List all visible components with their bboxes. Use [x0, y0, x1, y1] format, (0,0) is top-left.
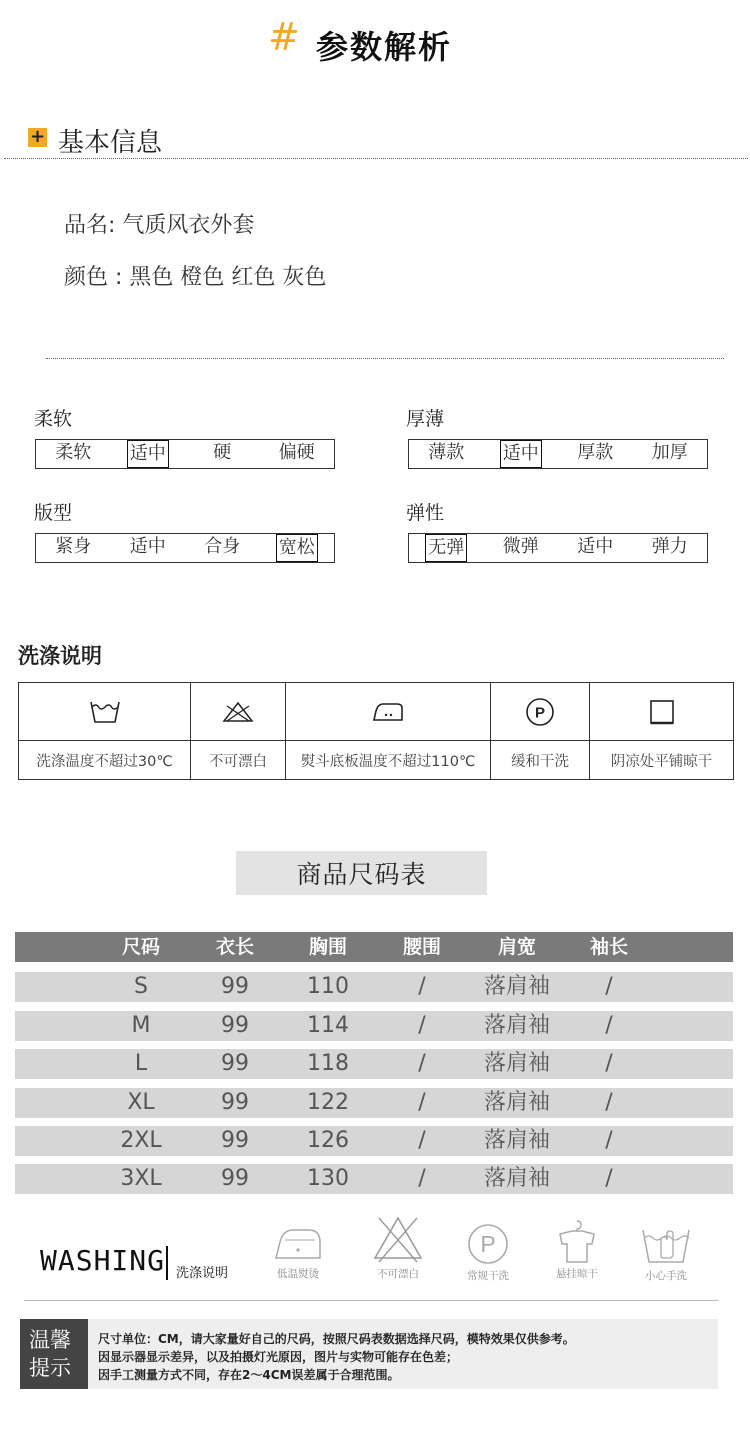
- table-row: [15, 972, 733, 1002]
- table-cell: 122: [307, 1090, 349, 1115]
- divider-dotted: [46, 358, 724, 359]
- wash-text: 熨斗底板温度不超过110℃: [300, 753, 476, 770]
- washing-cn-label: 洗涤说明: [176, 1266, 229, 1281]
- header-cell: 胸围: [308, 936, 347, 958]
- table-cell: 落肩袖: [483, 1013, 550, 1038]
- table-cell: 110: [307, 974, 349, 999]
- header-cell: 尺码: [121, 936, 160, 958]
- scale-option-label: 适中: [577, 536, 614, 557]
- wash-cell: [19, 683, 191, 779]
- wash-cell: [191, 683, 286, 779]
- scale-option-label: 偏硬: [278, 442, 315, 463]
- table-cell: 落肩袖: [483, 1166, 550, 1191]
- wash-table: [18, 682, 734, 780]
- svg-text:P: P: [480, 1231, 496, 1257]
- scale-option: [484, 440, 559, 468]
- no-bleach-icon: [191, 683, 285, 741]
- washing-divider: [166, 1246, 168, 1280]
- divider-dotted: [4, 158, 748, 159]
- table-cell: /: [418, 1166, 426, 1191]
- section-title-wash: 洗涤说明: [18, 644, 102, 668]
- scale-option: [633, 440, 708, 468]
- washing-item-label: 常规干洗: [467, 1270, 509, 1282]
- washing-item: [258, 1222, 338, 1281]
- table-cell: 2XL: [120, 1128, 162, 1153]
- low-temp-iron-icon: [258, 1222, 338, 1264]
- professional-clean-icon: [491, 683, 589, 741]
- scale-option: [484, 534, 559, 562]
- table-cell: 99: [221, 974, 249, 999]
- tips-line: 尺寸单位：CM，请大家量好自己的尺码，按照尺码表数据选择尺码，模特效果仅供参考。: [98, 1332, 575, 1346]
- table-cell: 落肩袖: [483, 1090, 550, 1115]
- table-cell: L: [134, 1051, 148, 1076]
- tips-line: 因手工测量方式不同，存在2～4CM误差属于合理范围。: [98, 1368, 400, 1382]
- scale-option-label: 柔软: [55, 442, 92, 463]
- washing-item-label: 不可漂白: [377, 1268, 419, 1280]
- wash-cell: [286, 683, 491, 779]
- hand-wash-icon: [626, 1220, 706, 1266]
- tips-label-line: 提示: [29, 1356, 71, 1380]
- scale-option-label: 适中: [500, 440, 542, 468]
- tips-label-line: 温馨: [29, 1328, 71, 1352]
- wash-text: 阴凉处平铺晾干: [610, 753, 713, 770]
- tips-line: 因显示器显示差异，以及拍摄灯光原因，图片与实物可能存在色差；: [98, 1350, 459, 1364]
- table-cell: 114: [307, 1013, 349, 1038]
- scale-option: [111, 534, 186, 562]
- header-cell: 衣长: [215, 936, 254, 958]
- table-cell: /: [605, 1128, 613, 1153]
- table-row: [15, 1126, 733, 1156]
- scale-option-label: 硬: [213, 442, 232, 463]
- table-cell: /: [605, 1051, 613, 1076]
- scale-option-label: 厚款: [577, 442, 614, 463]
- washing-item-label: 低温熨烫: [277, 1268, 319, 1280]
- table-cell: 99: [221, 1051, 249, 1076]
- scale-option-label: 合身: [204, 536, 241, 557]
- scale-option: [409, 440, 484, 468]
- scale-option: [260, 534, 335, 562]
- scale-option: [633, 534, 708, 562]
- table-row: [15, 1049, 733, 1079]
- table-cell: /: [605, 1090, 613, 1115]
- table-cell: /: [418, 1013, 426, 1038]
- scale-option: [111, 440, 186, 468]
- tips-label: [20, 1319, 88, 1389]
- color-line: 颜色 : 黑色 橙色 红色 灰色: [64, 265, 327, 290]
- scale-option-label: 适中: [127, 440, 169, 468]
- scale-option: [185, 440, 260, 468]
- scale-option-label: 紧身: [55, 536, 92, 557]
- table-cell: /: [418, 974, 426, 999]
- table-cell: M: [131, 1013, 151, 1038]
- iron-icon: [286, 683, 490, 741]
- dry-clean-icon: [448, 1222, 528, 1266]
- table-cell: /: [418, 1051, 426, 1076]
- scale-softness: [35, 439, 335, 469]
- wash-tub-icon: [19, 683, 190, 741]
- washing-item: [358, 1214, 438, 1281]
- wash-text: 缓和干洗: [511, 753, 569, 770]
- table-cell: /: [605, 1013, 613, 1038]
- wash-cell: [590, 683, 733, 779]
- divider: [24, 1300, 718, 1301]
- scale-fit: [35, 533, 335, 563]
- table-cell: 99: [221, 1166, 249, 1191]
- hash-decoration: #: [268, 15, 300, 59]
- no-bleach-icon: [358, 1214, 438, 1264]
- table-cell: 126: [307, 1128, 349, 1153]
- scale-option: [558, 440, 633, 468]
- page-title: 参数解析: [316, 28, 453, 66]
- scale-option: [36, 440, 111, 468]
- table-cell: 3XL: [120, 1166, 162, 1191]
- scale-option-label: 适中: [129, 536, 166, 557]
- washing-item: [537, 1218, 617, 1281]
- scale-option: [36, 534, 111, 562]
- attr-label-softness: 柔软: [34, 408, 73, 430]
- attr-label-elasticity: 弹性: [406, 502, 445, 524]
- plus-icon: +: [29, 126, 46, 147]
- scale-option-label: 加厚: [651, 442, 688, 463]
- wash-text: 洗涤温度不超过30℃: [36, 753, 173, 770]
- table-cell: S: [134, 974, 148, 999]
- scale-option-label: 无弹: [425, 534, 467, 562]
- table-cell: /: [418, 1128, 426, 1153]
- table-cell: 130: [307, 1166, 349, 1191]
- header-cell: 袖长: [589, 936, 628, 958]
- size-table-header: [15, 932, 733, 962]
- table-cell: /: [418, 1090, 426, 1115]
- scale-option: [185, 534, 260, 562]
- scale-option: [409, 534, 484, 562]
- hang-dry-icon: [537, 1218, 617, 1264]
- scale-option: [558, 534, 633, 562]
- scale-option-label: 弹力: [651, 536, 688, 557]
- section-title-basic-info: 基本信息: [58, 128, 163, 158]
- table-cell: 落肩袖: [483, 974, 550, 999]
- scale-option: [260, 440, 335, 468]
- washing-item: [448, 1222, 528, 1283]
- scale-option-label: 宽松: [276, 534, 318, 562]
- scale-thickness: [408, 439, 708, 469]
- dry-flat-icon: [590, 683, 733, 741]
- attr-label-fit: 版型: [34, 502, 73, 524]
- table-cell: XL: [127, 1090, 155, 1115]
- scale-option-label: 微弹: [502, 536, 539, 557]
- table-row: [15, 1164, 733, 1194]
- table-cell: 99: [221, 1013, 249, 1038]
- washing-item-label: 小心手洗: [645, 1270, 687, 1282]
- washing-word: WASHING: [40, 1244, 166, 1277]
- table-cell: /: [605, 1166, 613, 1191]
- table-row: [15, 1088, 733, 1118]
- scale-elasticity: [408, 533, 708, 563]
- table-cell: 落肩袖: [483, 1051, 550, 1076]
- wash-text: 不可漂白: [209, 753, 267, 770]
- product-name-line: 品名: 气质风衣外套: [64, 213, 255, 238]
- washing-item-label: 悬挂晾干: [556, 1268, 598, 1280]
- header-cell: 肩宽: [497, 936, 536, 958]
- wash-cell: [491, 683, 590, 779]
- washing-item: [626, 1220, 706, 1283]
- attr-label-thickness: 厚薄: [406, 408, 445, 430]
- table-cell: 99: [221, 1090, 249, 1115]
- svg-text:P: P: [534, 704, 546, 721]
- size-chart-title: 商品尺码表: [236, 851, 487, 895]
- table-cell: 99: [221, 1128, 249, 1153]
- table-cell: 118: [307, 1051, 349, 1076]
- scale-option-label: 薄款: [428, 442, 465, 463]
- table-row: [15, 1011, 733, 1041]
- table-cell: 落肩袖: [483, 1128, 550, 1153]
- table-cell: /: [605, 974, 613, 999]
- header-cell: 腰围: [402, 936, 441, 958]
